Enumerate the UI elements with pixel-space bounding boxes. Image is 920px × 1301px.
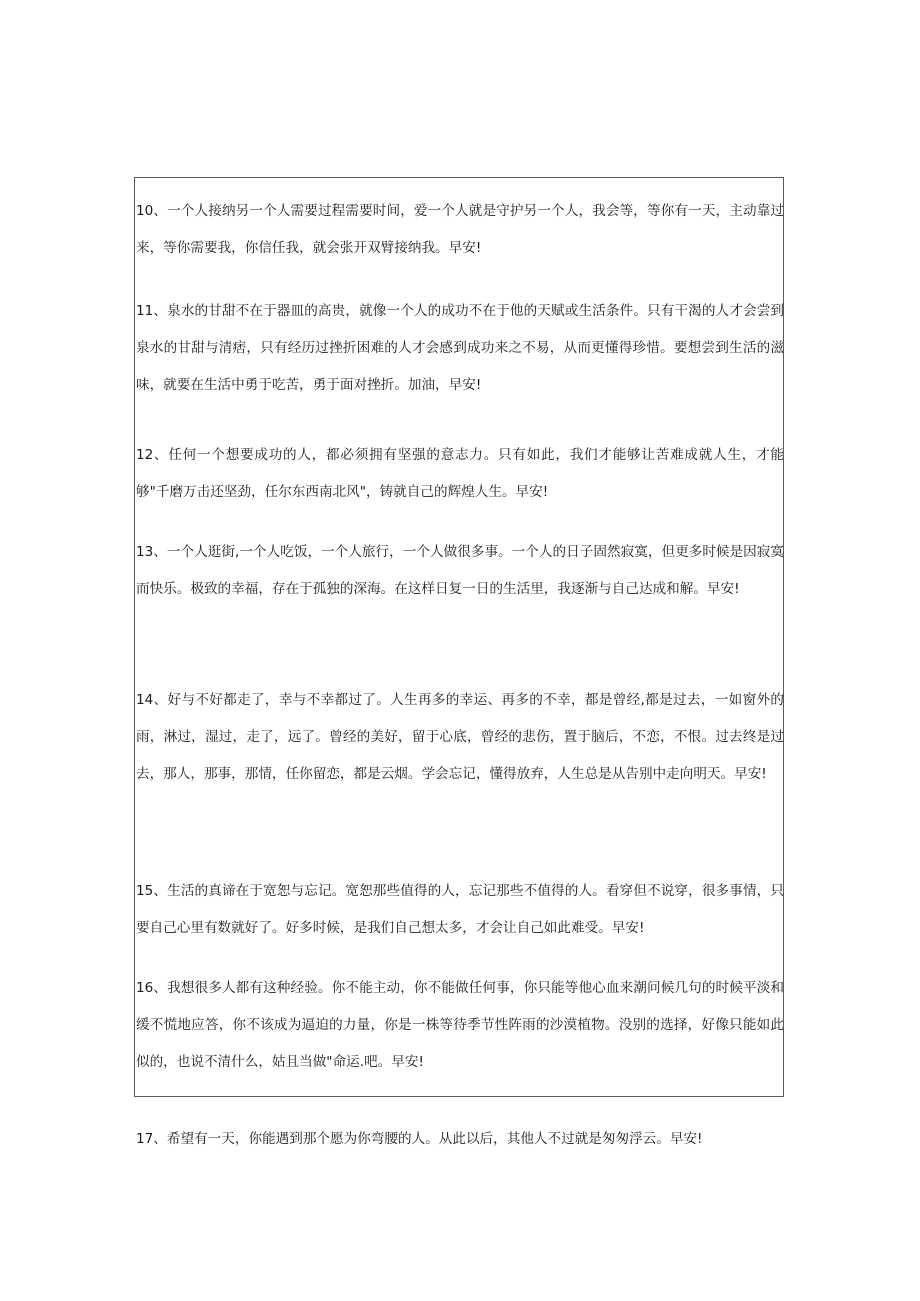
entry-17: 17、希望有一天，你能遇到那个愿为你弯腰的人。从此以后，其他人不过就是匆匆浮云。早安! [136,1131,703,1147]
entry-16: 16、我想很多人都有这种经验。你不能主动，你不能做任何事，你只能等他心血来潮问候几句的时候平淡和缓不慌地应答，你不该成为逼迫的力量，你是一株等待季节性阵雨的沙漠植物。没别的选择，好像只能如此似的，也说不清什么，姑且当做"命运.吧。早安! [136,980,784,1070]
entry-12: 12、任何一个想要成功的人，都必须拥有坚强的意志力。只有如此，我们才能够让苦难成就人生，才能够"千磨万击还坚劲，任尔东西南北风"，铸就自己的辉煌人生。早安! [136,447,784,500]
entry-10: 10、一个人接纳另一个人需要过程需要时间，爱一个人就是守护另一个人，我会等，等你有一天，主动靠过来，等你需要我，你信任我，就会张开双臂接纳我。早安! [136,203,784,256]
entry-14: 14、好与不好都走了，幸与不幸都过了。人生再多的幸运、再多的不幸，都是曾经,都是过去，一如窗外的雨，淋过，湿过，走了，远了。曾经的美好，留于心底，曾经的悲伤，置于脑后，不恋，不恨。过去终是过去，那人，那事，那情，任你留恋，都是云烟。学会忘记，懂得放弃，人生总是从告别中走向明天。早安! [136,692,784,782]
entry-15: 15、生活的真谛在于宽恕与忘记。宽恕那些值得的人，忘记那些不值得的人。看穿但不说穿，很多事情，只要自己心里有数就好了。好多时候，是我们自己想太多，才会让自己如此难受。早安! [136,883,784,936]
entry-11: 11、泉水的甘甜不在于器皿的高贵，就像一个人的成功不在于他的天赋或生活条件。只有干渴的人才会尝到泉水的甘甜与清痞，只有经历过挫折困难的人才会感到成功来之不易，从而更懂得珍惜。要想尝到生活的滋味，就要在生活中勇于吃苦，勇于面对挫折。加油，早安! [136,303,784,393]
entry-13: 13、一个人逛街,一个人吃饭，一个人旅行，一个人做很多事。一个人的日子固然寂寞，但更多时候是因寂寞而快乐。极致的幸福，存在于孤独的深海。在这样日复一日的生活里，我逐渐与自己达成和解。早安! [136,544,784,597]
